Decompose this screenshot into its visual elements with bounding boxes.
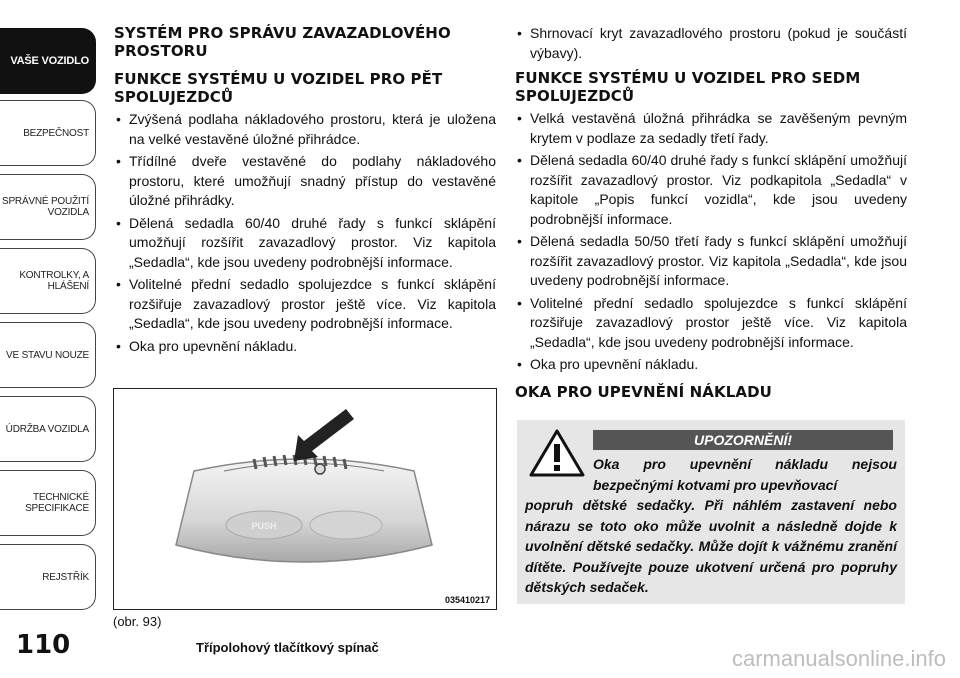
switch-illustration [114,389,496,609]
tab-label: ÚDRŽBA VOZIDLA [5,423,89,435]
tab-label: REJSTŘÍK [42,571,89,583]
tab-rejstrik[interactable] [0,544,96,610]
tab-udrzba[interactable] [0,396,96,462]
subsection-heading: FUNKCE SYSTÉMU U VOZIDEL PRO PĚT SPOLUJEZDCŮ [114,70,443,106]
list-item: • Zvýšená podlaha nákladového prostoru, která je uložena na velké vestavěné úložné přihrádce. [114,110,496,149]
feature-list [114,110,496,356]
list-item: • Dělená sedadla 60/40 druhé řady s funkcí sklápění umožňují rozšířit zavazadlový prostor. Viz podkapitola „Sedadla“ v kapitole „Popis funkcí vozidla“, kde jsou uvedeny podrobnější informace. [515,151,907,229]
figure-code: 035410217 [444,595,490,605]
left-column [114,24,496,359]
figure-title: Třípolohový tlačítkový spínač [196,640,379,655]
tab-label: TECHNICKÉ SPECIFIKACE [25,492,89,514]
list-item: • Dělená sedadla 60/40 druhé řady s funkcí sklápění umožňují rozšířit zavazadlový prostor. Viz kapitola „Sedadla“, kde jsou uvedeny podrobnější informace. [114,214,496,273]
feature-list [515,109,907,375]
push-label: PUSH [251,521,277,531]
button-indicator [315,464,325,474]
tab-bezpecnost[interactable] [0,100,96,166]
tab-ve-stavu-nouze[interactable] [0,322,96,388]
tab-label: BEZPEČNOST [23,127,89,139]
feature-list-top [515,24,907,63]
list-item: • Třídílné dveře vestavěné do podlahy nákladového prostoru, které umožňují snadný přístup do vestavěné úložné přihrádky. [114,152,496,211]
pointer-arrow-icon [294,409,354,461]
list-item: • Velká vestavěná úložná přihrádka se zavěšeným pevným krytem v podlaze za sedadly třetí řady. [515,109,907,148]
warning-text [525,454,897,598]
tab-label: SPRÁVNÉ POUŽITÍ VOZIDLA [1,196,89,218]
list-item: • Dělená sedadla 50/50 třetí řady s funkcí sklápění umožňují rozšířit zavazadlový prostor. Viz kapitola „Sedadla“, kde jsou uvedeny podrobnější informace. [515,232,907,291]
warning-title: UPOZORNĚNÍ! [593,430,893,450]
tab-label: KONTROLKY, A HLÁŠENÍ [19,270,89,292]
right-column [515,24,907,401]
tab-vase-vozidlo[interactable] [0,28,96,94]
figure-caption: (obr. 93) [113,614,162,629]
page-number: 110 [16,630,71,660]
warning-text-rest: popruh dětské sedačky. Při náhlém zastavení nebo nárazu se toto oko může uvolnit a následně dojde k uvolnění dětské sedačky. Může dojít k vážnému zranění dítěte. Používejte pouze ukotvení určená pro popruhy dětských sedaček. [525,497,897,595]
subsection-heading: FUNKCE SYSTÉMU U VOZIDEL PRO SEDM SPOLUJEZDCŮ [515,69,861,105]
figure-switch [113,388,497,610]
section-heading: OKA PRO UPEVNĚNÍ NÁKLADU [515,382,772,401]
list-item: • Volitelné přední sedadlo spolujezdce s funkcí sklápění rozšiřuje zavazadlový prostor ještě více. Viz kapitola „Sedadla“, kde jsou uvedeny podrobnější informace. [114,275,496,334]
tab-kontrolky[interactable] [0,248,96,314]
list-item: • Oka pro upevnění nákladu. [515,355,907,375]
list-item: • Shrnovací kryt zavazadlového prostoru (pokud je součástí výbavy). [515,24,907,63]
watermark: carmanualsonline.info [731,646,946,671]
tab-technicke-specifikace[interactable] [0,470,96,536]
list-item: • Volitelné přední sedadlo spolujezdce s funkcí sklápění rozšiřuje zavazadlový prostor ještě více. Viz kapitola „Sedadla“, kde jsou uvedeny podrobnější informace. [515,294,907,353]
tab-label: VAŠE VOZIDLO [10,54,89,67]
tab-spravne-pouziti[interactable] [0,174,96,240]
list-item: • Oka pro upevnění nákladu. [114,337,496,357]
section-heading: SYSTÉM PRO SPRÁVU ZAVAZADLOVÉHO PROSTORU [114,24,451,60]
tab-label: VE STAVU NOUZE [6,349,89,361]
warning-box [517,420,905,604]
warning-text-lead: Oka pro upevnění nákladu nejsou bezpečnými kotvami pro upevňovací [593,456,897,493]
